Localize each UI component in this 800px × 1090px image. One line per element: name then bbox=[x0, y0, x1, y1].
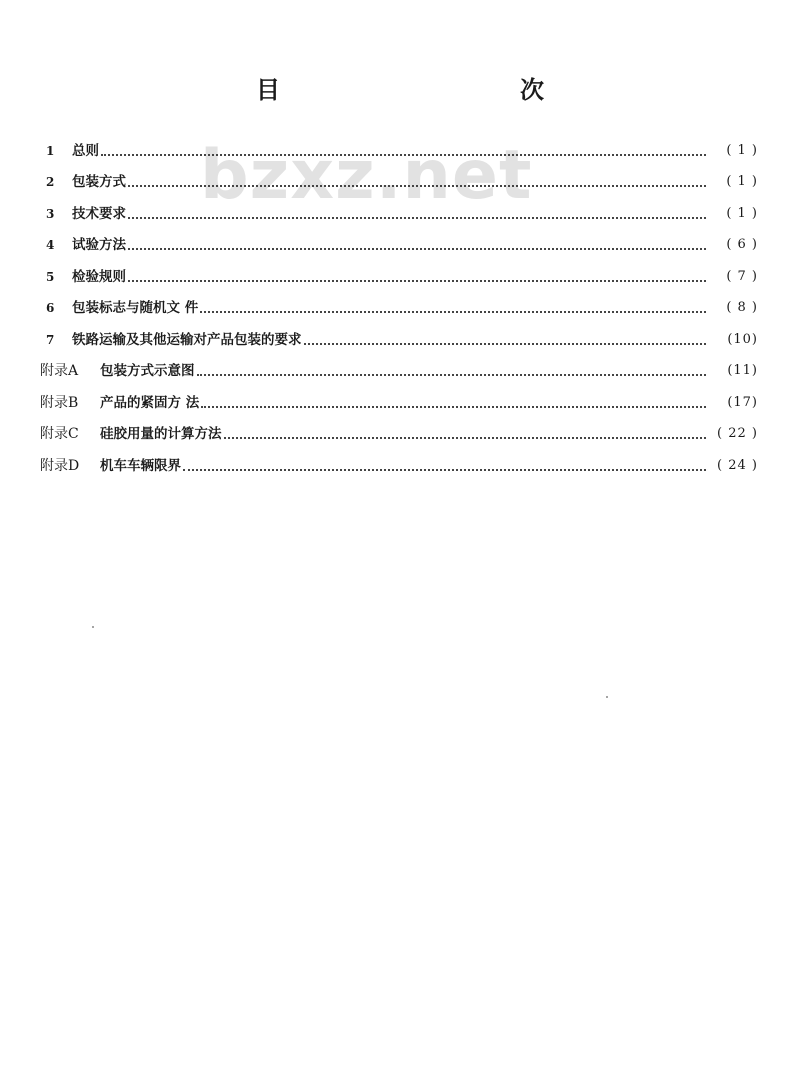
entry-page: ( 8 ) bbox=[726, 300, 758, 315]
dot-leader bbox=[200, 310, 706, 313]
entry-number: 7 bbox=[46, 332, 55, 347]
toc-entry-transport-requirements[interactable] bbox=[40, 317, 758, 349]
toc-entry-test-methods[interactable] bbox=[40, 223, 758, 255]
watermark: bzxz.net bbox=[200, 136, 533, 215]
entry-title: 包装标志与随机文 件 bbox=[72, 300, 199, 316]
entry-number: 2 bbox=[46, 175, 55, 189]
entry-title: 试验方法 bbox=[72, 237, 126, 253]
toc-entry-technical-requirements[interactable] bbox=[40, 191, 758, 223]
dot-leader bbox=[128, 216, 706, 219]
toc-entry-appendix-c[interactable] bbox=[40, 412, 758, 444]
entry-page: ( 6 ) bbox=[726, 237, 758, 252]
dot-leader bbox=[304, 342, 707, 345]
entry-page: (17) bbox=[727, 394, 758, 410]
appendix-label: 附录B bbox=[40, 394, 79, 411]
appendix-label: 附录D bbox=[40, 457, 80, 474]
entry-page: ( 22 ) bbox=[717, 426, 758, 441]
entry-title: 检验规则 bbox=[72, 268, 126, 285]
dot-leader bbox=[224, 436, 707, 439]
entry-title: 硅胶用量的计算方法 bbox=[100, 426, 222, 442]
dot-leader bbox=[128, 247, 706, 250]
appendix-label: 附录C bbox=[40, 426, 79, 442]
entry-page: ( 7 ) bbox=[726, 268, 758, 284]
dot-leader bbox=[197, 373, 707, 376]
entry-page: ( 1 ) bbox=[726, 205, 758, 221]
entry-title: 包装方式 bbox=[72, 174, 126, 190]
entry-title: 技术要求 bbox=[72, 205, 126, 222]
entry-title: 总则 bbox=[72, 142, 99, 159]
toc-entry-packing-method[interactable] bbox=[40, 160, 758, 192]
toc-entry-marking-documents[interactable] bbox=[40, 286, 758, 318]
entry-page: ( 1 ) bbox=[726, 142, 758, 158]
scan-speck bbox=[92, 626, 94, 628]
entry-page: (10) bbox=[727, 331, 758, 347]
entry-page: ( 24 ) bbox=[717, 457, 758, 473]
entry-number: 1 bbox=[46, 143, 55, 158]
page-title: 目 次 bbox=[256, 75, 608, 104]
entry-page: (11) bbox=[727, 363, 758, 378]
toc-entry-appendix-d[interactable] bbox=[40, 443, 758, 475]
appendix-label: 附录A bbox=[40, 363, 79, 379]
toc-entry-appendix-a[interactable] bbox=[40, 349, 758, 381]
entry-number: 6 bbox=[46, 301, 55, 315]
toc-entry-general[interactable] bbox=[40, 128, 758, 160]
entry-title: 产品的紧固方 法 bbox=[100, 394, 200, 411]
entry-page: ( 1 ) bbox=[726, 174, 758, 189]
table-of-contents bbox=[40, 128, 758, 475]
entry-title: 包装方式示意图 bbox=[100, 363, 195, 379]
entry-number: 3 bbox=[46, 206, 55, 221]
dot-leader bbox=[101, 153, 706, 156]
entry-title: 机车车辆限界 bbox=[100, 457, 181, 474]
entry-number: 5 bbox=[46, 269, 55, 284]
entry-title: 铁路运输及其他运输对产品包装的要求 bbox=[72, 331, 302, 348]
dot-leader bbox=[183, 468, 706, 471]
toc-entry-inspection-rules[interactable] bbox=[40, 254, 758, 286]
toc-entry-appendix-b[interactable] bbox=[40, 380, 758, 412]
dot-leader bbox=[201, 405, 706, 408]
scan-speck bbox=[606, 696, 608, 698]
dot-leader bbox=[128, 184, 706, 187]
dot-leader bbox=[128, 279, 706, 282]
entry-number: 4 bbox=[46, 238, 55, 252]
